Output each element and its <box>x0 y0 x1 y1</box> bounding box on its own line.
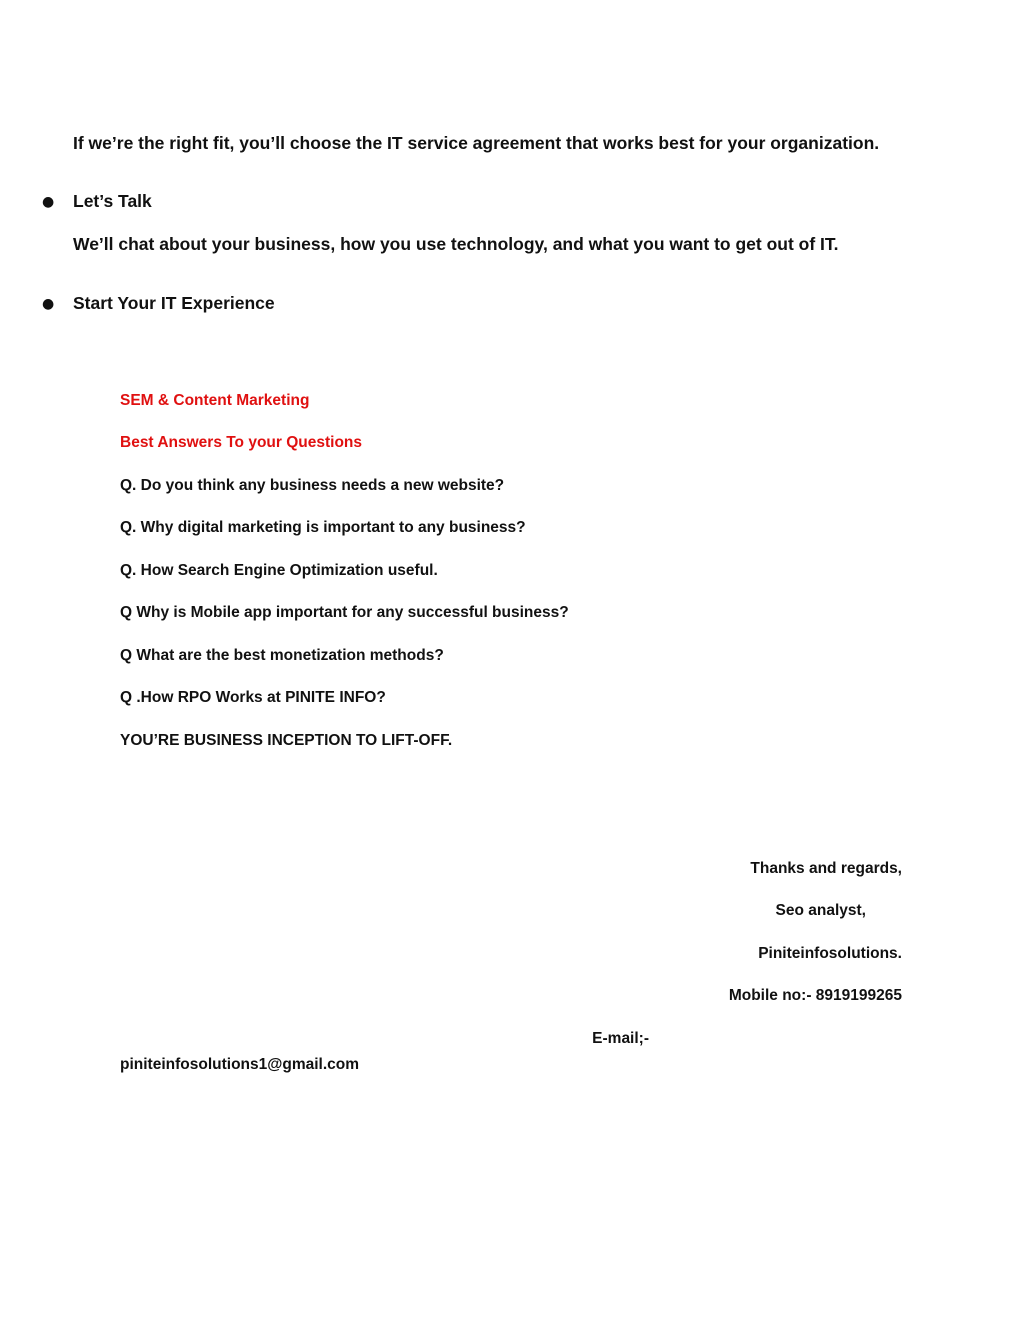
signature-company: Piniteinfosolutions. <box>758 945 902 962</box>
question-item: Q .How RPO Works at PINITE INFO? <box>120 689 386 706</box>
bullet-title-lets-talk: Let’s Talk <box>73 191 152 211</box>
signature-email[interactable]: piniteinfosolutions1@gmail.com <box>120 1056 360 1073</box>
question-item: Q. Why digital marketing is important to any business? <box>120 519 526 536</box>
bullet-dot-icon: ● <box>42 194 55 210</box>
question-item: Q. How Search Engine Optimization useful. <box>120 562 438 579</box>
bullet-dot-icon: ● <box>42 296 55 312</box>
tagline: YOU’RE BUSINESS INCEPTION TO LIFT-OFF. <box>120 732 453 749</box>
question-item: Q What are the best monetization methods? <box>120 647 444 664</box>
question-item: Q Why is Mobile app important for any successful business? <box>120 604 569 621</box>
intro-paragraph: If we’re the right fit, you’ll choose the IT service agreement that works best for your organization. <box>73 133 880 153</box>
bullet-title-start-it: Start Your IT Experience <box>73 293 275 313</box>
signature-role: Seo analyst, <box>775 902 866 919</box>
signature-email-label: E-mail;- <box>592 1030 649 1047</box>
question-item: Q. Do you think any business needs a new website? <box>120 477 505 494</box>
bullet-body-lets-talk: We’ll chat about your business, how you use technology, and what you want to get out of IT. <box>73 234 839 254</box>
signature-regards: Thanks and regards, <box>750 860 902 877</box>
section-heading-answers: Best Answers To your Questions <box>120 434 363 451</box>
signature-mobile: Mobile no:- 8919199265 <box>728 987 902 1004</box>
section-heading-sem: SEM & Content Marketing <box>120 392 310 409</box>
